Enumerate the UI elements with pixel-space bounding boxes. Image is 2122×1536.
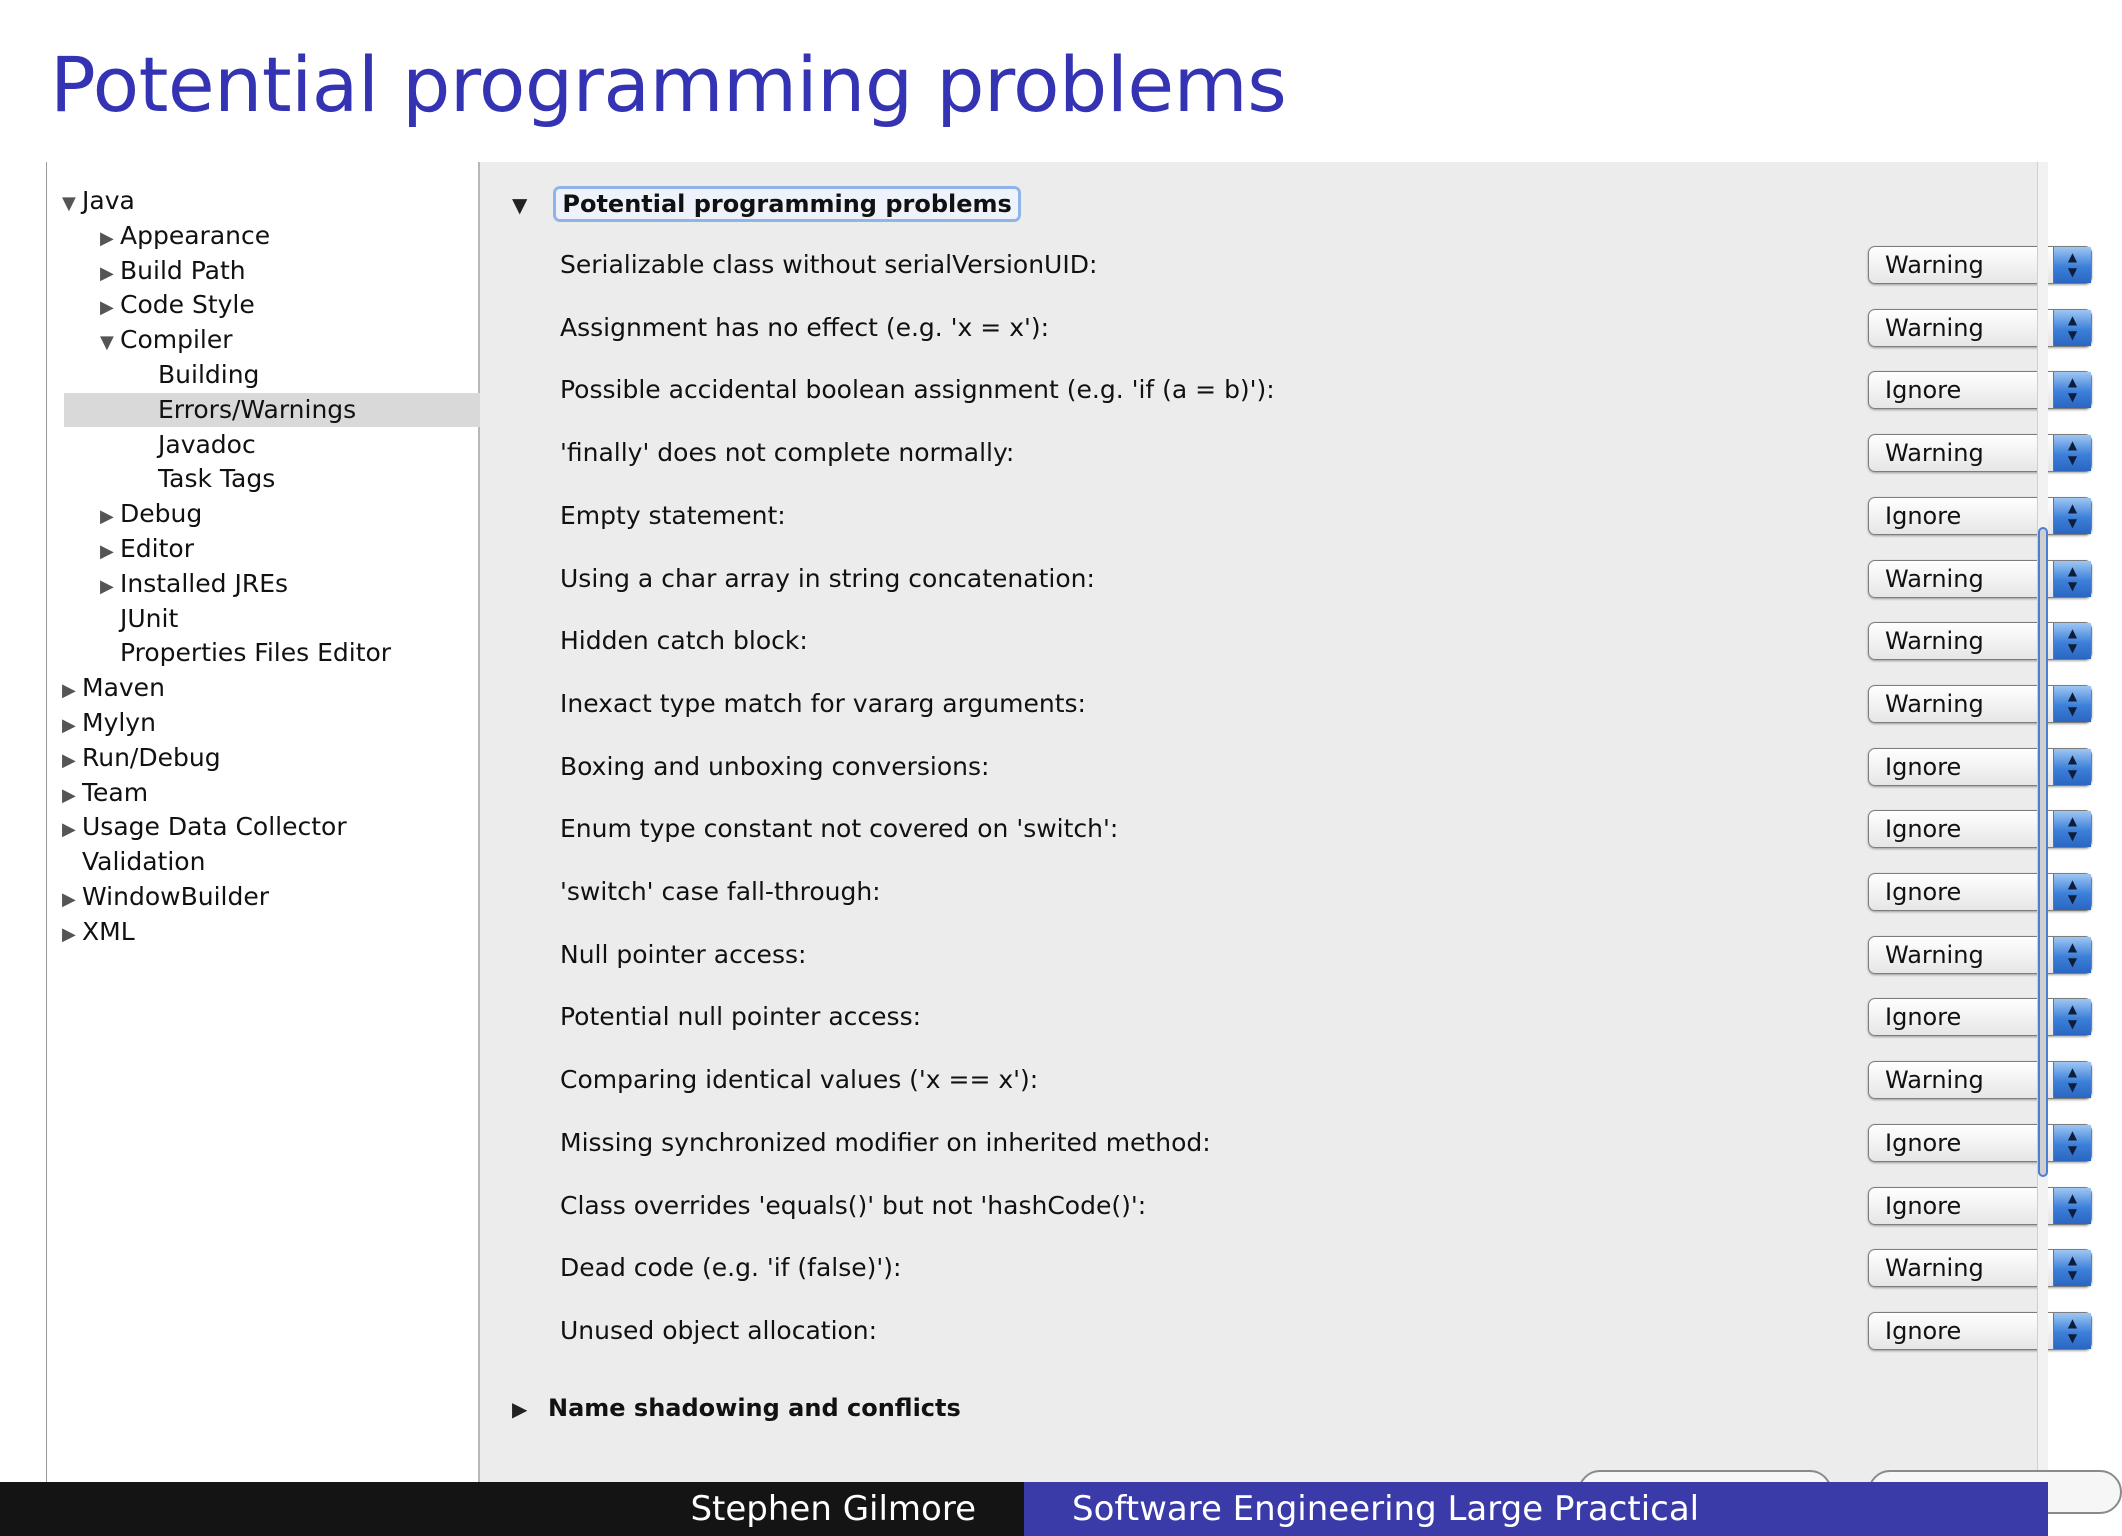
- tree-item-label: XML: [82, 916, 135, 946]
- section-header-potential-problems[interactable]: [512, 190, 1018, 218]
- tree-item-label: JUnit: [120, 603, 179, 633]
- preference-label: Dead code (e.g. 'if (false)'):: [560, 1253, 902, 1283]
- slide-footer: [0, 1482, 2048, 1536]
- select-stepper-icon[interactable]: ▲ ▼: [2053, 623, 2091, 659]
- tree-item-label: Javadoc: [158, 429, 256, 459]
- preference-row: [560, 1049, 2078, 1111]
- preference-label: Serializable class without serialVersionUID:: [560, 250, 1098, 279]
- preferences-window: [0, 162, 2078, 1482]
- preference-label: Possible accidental boolean assignment (e.g. 'if (a = b)'):: [560, 375, 1275, 405]
- select-stepper-icon[interactable]: ▲ ▼: [2053, 1062, 2091, 1098]
- preference-row: [560, 422, 2078, 484]
- preference-row: [560, 485, 2078, 547]
- select-stepper-icon[interactable]: ▲ ▼: [2053, 372, 2091, 408]
- preference-row: [560, 359, 2078, 421]
- severity-value: Ignore: [1885, 878, 1962, 906]
- preference-label: Assignment has no effect (e.g. 'x = x'):: [560, 312, 1050, 342]
- select-stepper-icon[interactable]: ▲ ▼: [2053, 247, 2091, 283]
- preference-label: Potential null pointer access:: [560, 1002, 922, 1032]
- tree-item-compiler[interactable]: [100, 323, 233, 357]
- severity-select[interactable]: [1868, 497, 2092, 535]
- severity-select[interactable]: [1868, 371, 2092, 409]
- tree-border: [46, 162, 47, 1482]
- severity-select[interactable]: [1868, 622, 2092, 660]
- collapsed-triangle-icon[interactable]: ▶: [62, 680, 76, 702]
- tree-item-label: Installed JREs: [120, 568, 289, 598]
- severity-value: Ignore: [1885, 1191, 1962, 1220]
- disclosure-expanded-icon[interactable]: ▼: [512, 193, 528, 217]
- preference-row: [560, 1112, 2078, 1174]
- severity-value: Warning: [1885, 689, 1984, 718]
- tree-item-junit[interactable]: [100, 602, 178, 636]
- section-header-name-shadowing-and-conflicts[interactable]: [512, 1394, 961, 1422]
- preference-label: Missing synchronized modifier on inherited method:: [560, 1127, 1211, 1157]
- severity-select[interactable]: [1868, 1124, 2092, 1162]
- preference-label: Using a char array in string concatenation:: [560, 563, 1095, 593]
- severity-value: Warning: [1885, 627, 1984, 656]
- collapsed-triangle-icon[interactable]: ▶: [100, 297, 114, 319]
- preference-label: Comparing identical values ('x == x'):: [560, 1065, 1039, 1095]
- preference-label: Empty statement:: [560, 500, 786, 530]
- tree-item-maven[interactable]: [62, 671, 165, 705]
- severity-select[interactable]: [1868, 748, 2092, 786]
- severity-select[interactable]: [1868, 936, 2092, 974]
- severity-select[interactable]: [1868, 1187, 2092, 1225]
- preference-row: [560, 234, 2078, 296]
- preference-row: [560, 548, 2078, 610]
- tree-item-javadoc[interactable]: [138, 428, 256, 462]
- severity-value: Ignore: [1885, 815, 1962, 844]
- preference-label: Boxing and unboxing conversions:: [560, 751, 990, 781]
- severity-value: Ignore: [1885, 1316, 1962, 1345]
- tree-item-team[interactable]: [62, 776, 148, 810]
- severity-select[interactable]: [1868, 309, 2092, 347]
- severity-value: Ignore: [1885, 501, 1962, 530]
- slide-title: Potential programming problems: [50, 40, 1287, 129]
- tree-item-label: Code Style: [120, 290, 255, 320]
- preference-label: Class overrides 'equals()' but not 'hashCode()':: [560, 1190, 1147, 1220]
- tree-item-installed-jres[interactable]: [100, 567, 288, 601]
- severity-value: Warning: [1885, 940, 1984, 969]
- severity-select[interactable]: [1868, 998, 2092, 1036]
- preference-row: [560, 1237, 2078, 1299]
- tree-item-building[interactable]: [138, 358, 259, 392]
- tree-item-label: WindowBuilder: [82, 882, 269, 911]
- select-stepper-icon[interactable]: ▲ ▼: [2053, 1125, 2091, 1161]
- preference-label: Hidden catch block:: [560, 626, 808, 656]
- preference-row: [560, 861, 2078, 923]
- footer-author: Stephen Gilmore: [0, 1482, 1024, 1536]
- footer-course: Software Engineering Large Practical: [1024, 1482, 2048, 1536]
- preference-row: [560, 798, 2078, 860]
- severity-value: Warning: [1885, 251, 1984, 279]
- select-stepper-icon[interactable]: ▲ ▼: [2053, 1188, 2091, 1224]
- severity-select[interactable]: [1868, 873, 2092, 911]
- tree-item-run-debug[interactable]: [62, 741, 221, 775]
- preference-label: 'finally' does not complete normally:: [560, 438, 1015, 468]
- tree-item-label: Run/Debug: [82, 742, 221, 772]
- severity-value: Ignore: [1885, 1003, 1962, 1032]
- collapsed-triangle-icon[interactable]: ▶: [100, 541, 114, 562]
- select-stepper-icon[interactable]: ▲ ▼: [2053, 749, 2091, 785]
- select-stepper-icon[interactable]: ▲ ▼: [2053, 1250, 2091, 1286]
- tree-item-label: Compiler: [120, 325, 233, 355]
- collapsed-triangle-icon[interactable]: ▶: [100, 227, 114, 249]
- tree-item-windowbuilder[interactable]: [62, 880, 269, 914]
- tree-item-label: Java: [82, 186, 135, 215]
- collapsed-triangle-icon[interactable]: ▶: [100, 262, 114, 284]
- tree-item-build-path[interactable]: [100, 254, 246, 288]
- tree-item-label: Building: [158, 360, 260, 389]
- severity-value: Warning: [1885, 439, 1984, 468]
- preference-row: [560, 986, 2078, 1048]
- tree-item-xml[interactable]: [62, 915, 135, 949]
- collapsed-triangle-icon[interactable]: ▶: [62, 715, 76, 736]
- tree-item-java[interactable]: [62, 184, 135, 218]
- select-stepper-icon[interactable]: ▲ ▼: [2053, 937, 2091, 973]
- tree-item-label: Appearance: [120, 220, 271, 250]
- tree-item-label: Properties Files Editor: [120, 638, 392, 668]
- disclosure-collapsed-icon[interactable]: ▶: [512, 1397, 528, 1421]
- select-stepper-icon[interactable]: ▲ ▼: [2053, 561, 2091, 597]
- tree-item-editor[interactable]: [100, 532, 194, 566]
- severity-value: Warning: [1885, 1254, 1984, 1283]
- tree-item-errors-warnings[interactable]: [64, 393, 524, 427]
- tree-item-label: Build Path: [120, 255, 246, 285]
- severity-select[interactable]: [1868, 685, 2092, 723]
- severity-select[interactable]: [1868, 810, 2092, 848]
- tree-item-usage-data-collector[interactable]: [62, 810, 347, 844]
- preference-row: [560, 1300, 2078, 1362]
- severity-select[interactable]: [1868, 1312, 2092, 1350]
- collapsed-triangle-icon[interactable]: ▶: [100, 575, 114, 597]
- tree-item-label: Validation: [82, 847, 206, 877]
- select-stepper-icon[interactable]: ▲ ▼: [2053, 999, 2091, 1035]
- severity-select[interactable]: [1868, 1061, 2092, 1099]
- tree-item-label: Debug: [120, 499, 203, 529]
- preferences-tree: [0, 162, 480, 1482]
- select-stepper-icon[interactable]: ▲ ▼: [2053, 874, 2091, 910]
- preference-label: Null pointer access:: [560, 939, 807, 969]
- preference-row: [560, 610, 2078, 672]
- select-stepper-icon[interactable]: ▲ ▼: [2053, 686, 2091, 722]
- tree-item-appearance[interactable]: [100, 219, 270, 253]
- tree-item-label: Editor: [120, 534, 194, 563]
- select-stepper-icon[interactable]: ▲ ▼: [2053, 498, 2091, 534]
- preference-row: [560, 1175, 2078, 1237]
- expanded-triangle-icon[interactable]: ▼: [100, 332, 114, 354]
- select-stepper-icon[interactable]: ▲ ▼: [2053, 310, 2091, 346]
- collapsed-triangle-icon[interactable]: ▶: [62, 784, 76, 806]
- errors-warnings-panel: [480, 162, 2078, 1482]
- preference-label: Inexact type match for vararg arguments:: [560, 688, 1086, 718]
- tree-item-code-style[interactable]: [100, 288, 255, 322]
- severity-value: Ignore: [1885, 376, 1962, 405]
- collapsed-triangle-icon[interactable]: ▶: [100, 506, 114, 528]
- preference-label: Enum type constant not covered on 'switch':: [560, 814, 1119, 844]
- tree-item-label: Mylyn: [82, 708, 156, 737]
- preference-row: [560, 673, 2078, 735]
- section-title: Potential programming problems: [556, 189, 1017, 219]
- preference-row: [560, 924, 2078, 986]
- tree-item-label: Errors/Warnings: [158, 394, 357, 424]
- preference-label: 'switch' case fall-through:: [560, 877, 881, 906]
- tree-item-mylyn[interactable]: [62, 706, 156, 740]
- severity-select[interactable]: [1868, 1249, 2092, 1287]
- preference-label: Unused object allocation:: [560, 1315, 878, 1345]
- collapsed-triangle-icon[interactable]: ▶: [62, 749, 76, 771]
- severity-value: Ignore: [1885, 752, 1962, 781]
- section-title: Name shadowing and conflicts: [548, 1394, 961, 1422]
- severity-value: Ignore: [1885, 1128, 1962, 1157]
- tree-item-label: Team: [82, 777, 149, 807]
- severity-select[interactable]: [1868, 246, 2092, 284]
- severity-select[interactable]: [1868, 560, 2092, 598]
- severity-value: Warning: [1885, 564, 1984, 593]
- select-stepper-icon[interactable]: ▲ ▼: [2053, 1313, 2091, 1349]
- tree-item-properties-files-editor[interactable]: [100, 636, 391, 670]
- tree-item-label: Task Tags: [158, 464, 276, 494]
- expanded-triangle-icon[interactable]: ▼: [62, 193, 76, 214]
- vertical-scrollbar[interactable]: [2037, 162, 2048, 1482]
- tree-item-label: Usage Data Collector: [82, 812, 347, 842]
- tree-item-validation[interactable]: [62, 845, 205, 879]
- preference-row: [560, 736, 2078, 798]
- tree-item-debug[interactable]: [100, 497, 202, 531]
- severity-value: Warning: [1885, 313, 1984, 342]
- collapsed-triangle-icon[interactable]: ▶: [62, 923, 76, 945]
- select-stepper-icon[interactable]: ▲ ▼: [2053, 811, 2091, 847]
- preference-row: [560, 297, 2078, 359]
- tree-item-task-tags[interactable]: [138, 462, 275, 496]
- tree-item-label: Maven: [82, 673, 165, 703]
- select-stepper-icon[interactable]: ▲ ▼: [2053, 435, 2091, 471]
- collapsed-triangle-icon[interactable]: ▶: [62, 819, 76, 841]
- collapsed-triangle-icon[interactable]: ▶: [62, 889, 76, 910]
- scrollbar-thumb[interactable]: [2038, 527, 2048, 1177]
- severity-value: Warning: [1885, 1066, 1984, 1095]
- severity-select[interactable]: [1868, 434, 2092, 472]
